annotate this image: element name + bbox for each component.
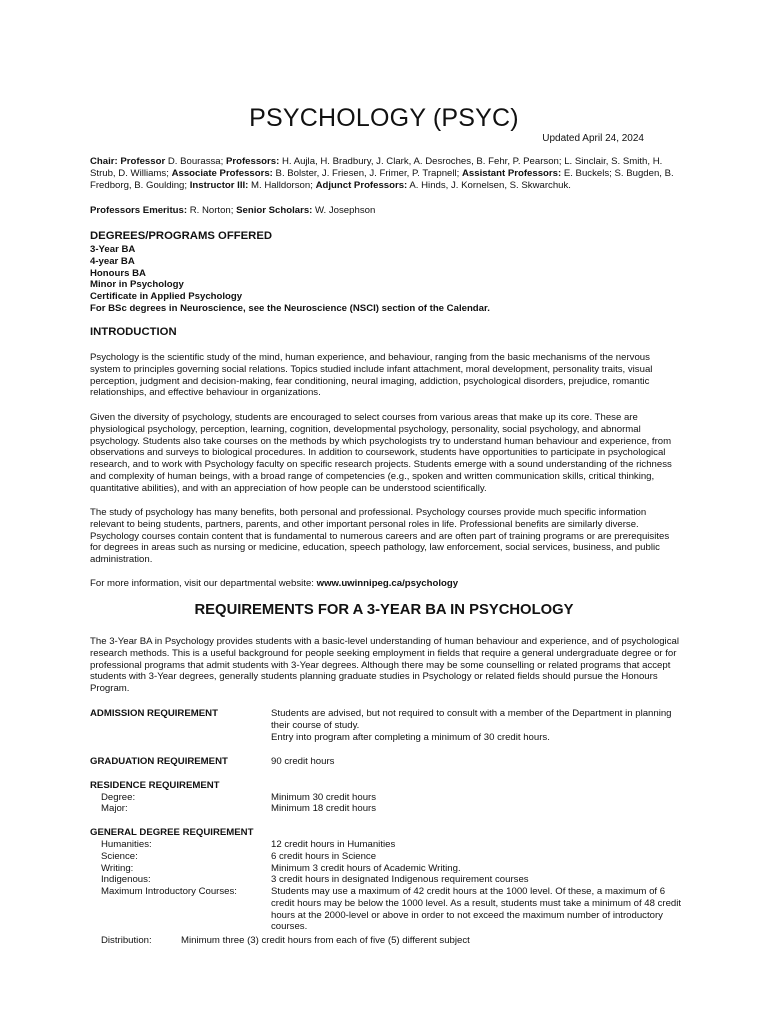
intro-paragraph-1: Psychology is the scientific study of the mind, human experience, and behaviour, ranging from the basic mechanisms of the nervous system to principles governing social relations. Topics studied include infant attachment, moral development, personality traits, visual perception, judgment and decision-making, fear conditioning, neural imaging, addiction, psychological disorders, prejudice, romantic relationships, and effective behaviour in organizations. (90, 352, 653, 399)
humanities-value: 12 credit hours in Humanities (271, 839, 396, 850)
faculty-list: Chair: Professor D. Bourassa; Professors: H. Aujla, H. Bradbury, J. Clark, A. Desroches, B. Fehr, P. Pearson; L. Sinclair, S. Smith, H. Strub, D. Williams; Associate Professors: B. Bolster, J. Friesen, J. Frimer, P. Trapnell; Assistant Professors: E. Buckels; S. Bugden, B. Fredborg, B. Goulding; Instructor III: M. Halldorson; Adjunct Professors: A. Hinds, J. Kornelsen, S. Skwarchuk. (90, 156, 674, 191)
max-intro-value: Students may use a maximum of 42 credit hours at the 1000 level. Of these, a maximum of 6 credit hours may be below the 1000 level. As a result, students must take a minimum of 48 credit hours at the 2000-level or above in order to not exceed the maximum number of introductory courses. (271, 886, 682, 933)
admission-label: ADMISSION REQUIREMENT (90, 708, 218, 719)
intro-paragraph-3: The study of psychology has many benefits, both personal and professional. Psychology courses provide much specific information relevant to being students, partners, parents, and other important personal roles in life. Professional benefits are similarly diverse. Psychology courses contain content that is fundamental to numerous careers and are often part of training programs or are prerequisites for degrees in areas such as nursing or medicine, education, speech pathology, law enforcement, social services, business, and public administration. (90, 507, 670, 566)
website-line: For more information, visit our departmental website: www.uwinnipeg.ca/psychology (90, 578, 459, 589)
distribution-value: Minimum three (3) credit hours from each of five (5) different subject (181, 935, 470, 946)
major-label: Major: (101, 803, 128, 814)
degree-item: Certificate in Applied Psychology (90, 291, 243, 303)
emeritus-line: Professors Emeritus: R. Norton; Senior Scholars: W. Josephson (90, 205, 376, 216)
degree-item: 3-Year BA (90, 244, 136, 255)
distribution-label: Distribution: (101, 935, 152, 946)
degree-item: For BSc degrees in Neuroscience, see the Neuroscience (NSCI) section of the Calendar. (90, 302, 490, 314)
intro-heading: INTRODUCTION (90, 326, 177, 338)
updated-date: Updated April 24, 2024 (542, 133, 644, 144)
science-value: 6 credit hours in Science (271, 851, 377, 862)
major-value: Minimum 18 credit hours (271, 803, 377, 814)
science-label: Science: (101, 851, 138, 862)
graduation-value: 90 credit hours (271, 756, 335, 767)
writing-label: Writing: (101, 863, 134, 874)
admission-value: Students are advised, but not required to consult with a member of the Department in planning their course of study. Entry into program after completing a minimum of 30 credit hours. (271, 708, 672, 743)
degree-item: 4-year BA (90, 255, 135, 267)
degree-item: Minor in Psychology (90, 279, 184, 291)
general-label: GENERAL DEGREE REQUIREMENT (90, 827, 254, 838)
intro-paragraph-2: Given the diversity of psychology, students are encouraged to select courses from various areas that make up its core. These are physiological psychology, perception, learning, cognition, developmental psychology, personality, social psychology, and abnormal psychology. Students also take courses on the methods by which psychologists try to understand human behaviour and experience, from observations and surveys to biological procedures. In addition to coursework, students have opportunities to participate in psychological research, and to work with Psychology faculty on specific research projects. Students emerge with a sound understanding of the richness and complexity of human beings, with a broad range of competencies (e.g., spoken and written communication skills, critical thinking, quantitative abilities), and with an appreciation of how people can be understood scientifically. (90, 412, 672, 494)
indigenous-label: Indigenous: (101, 874, 151, 885)
website-link[interactable]: www.uwinnipeg.ca/psychology (316, 578, 459, 589)
humanities-label: Humanities: (101, 839, 152, 850)
writing-value: Minimum 3 credit hours of Academic Writing. (271, 863, 461, 874)
residence-label: RESIDENCE REQUIREMENT (90, 780, 220, 791)
max-intro-label: Maximum Introductory Courses: (101, 886, 237, 897)
degree-label: Degree: (101, 792, 136, 803)
ba3-intro: The 3-Year BA in Psychology provides students with a basic-level understanding of human behaviour and experience, and of psychological research methods. This is a useful background for people seeking employment in fields that require a general undergraduate degree or for professional programs that admit students with 3-Year degrees. Although there may be some counselling or related programs that accept students with 3-Year degrees, generally students planning graduate studies in Psychology or related fields should pursue the Honours Program. (90, 636, 679, 695)
degree-item: Honours BA (90, 267, 146, 279)
indigenous-value: 3 credit hours in designated Indigenous requirement courses (271, 874, 529, 885)
degrees-list (90, 244, 682, 315)
graduation-label: GRADUATION REQUIREMENT (90, 756, 228, 767)
degree-value: Minimum 30 credit hours (271, 792, 377, 803)
page-title: PSYCHOLOGY (PSYC) (249, 104, 519, 132)
degrees-heading: DEGREES/PROGRAMS OFFERED (90, 230, 273, 242)
ba3-heading: REQUIREMENTS FOR A 3-YEAR BA IN PSYCHOLOGY (194, 602, 574, 618)
